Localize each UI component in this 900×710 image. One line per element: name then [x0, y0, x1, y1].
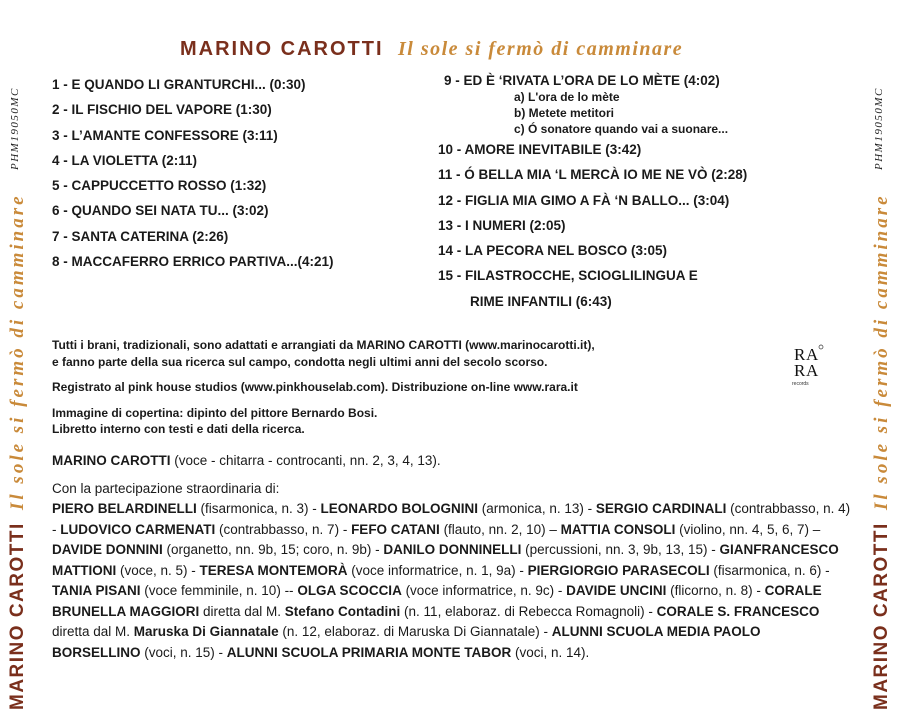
left-spine-text — [3, 10, 33, 710]
participant-role: (voce informatrice, n. 1, 9a) - — [347, 562, 528, 578]
track-item: 3 - L’AMANTE CONFESSORE (3:11) — [52, 127, 278, 143]
logo-letter: R — [794, 345, 806, 364]
participant-name: LUDOVICO CARMENATI — [60, 521, 216, 537]
participant-name: Maruska Di Giannatale — [133, 624, 279, 639]
participant-name: OLGA SCOCCIA — [297, 583, 402, 598]
album-header — [180, 38, 683, 61]
rara-records-logo — [786, 342, 826, 388]
track-subitem: b) Metete metitori — [514, 106, 615, 120]
header-artist: MARINO CAROTTI — [180, 38, 384, 60]
participant-role: (n. 11, elaboraz. di Rebecca Romagnoli) - — [400, 603, 657, 619]
participant-name: TERESA MONTEMORÀ — [199, 562, 348, 578]
participant-name: ALUNNI SCUOLA PRIMARIA MONTE TABOR — [226, 644, 512, 660]
participant-role: (voce, n. 5) - — [116, 562, 200, 578]
participant-role: (contrabbasso, n. 4) - — [52, 501, 851, 537]
header-album-title: Il sole si fermò di camminare — [398, 38, 684, 60]
spine-title: Il sole si fermò di camminare — [871, 193, 892, 510]
tracklist-right — [438, 72, 848, 311]
participant-role: (violino, nn. 4, 5, 6, 7) – — [675, 521, 821, 537]
info-line: Tutti i brani, tradizionali, sono adattati e arrangiati da MARINO CAROTTI (www.marinocarotti.it), — [52, 338, 595, 352]
participant-name: TANIA PISANI — [52, 583, 141, 598]
lead-artist-name: MARINO CAROTTI — [52, 453, 171, 468]
info-line: Libretto interno con testi e dati della ricerca. — [52, 422, 305, 436]
track-subitem: a) L'ora de lo mète — [514, 90, 620, 104]
participant-role: (fisarmonica, n. 6) - — [709, 562, 830, 578]
info-line: e fanno parte della sua ricerca sul campo, condotta negli ultimi anni del secolo scorso. — [52, 354, 548, 369]
participant-role: (n. 12, elaboraz. di Maruska Di Giannatale) - — [278, 624, 552, 639]
participant-role: (percussioni, nn. 3, 9b, 13, 15) - — [521, 542, 720, 557]
participant-role: (flicorno, n. 8) - — [666, 583, 765, 598]
track-item: 8 - MACCAFERRO ERRICO PARTIVA...(4:21) — [52, 254, 334, 270]
track-subitem: c) Ó sonatore quando vai a suonare... — [514, 122, 729, 136]
participant-role: (contrabbasso, n. 7) - — [215, 521, 352, 537]
participant-role: (flauto, nn. 2, 10) – — [439, 521, 561, 537]
track-item: 2 - IL FISCHIO DEL VAPORE (1:30) — [52, 102, 272, 118]
credits-intro: Con la partecipazione straordinaria di: — [52, 480, 280, 496]
credits-block — [52, 451, 852, 663]
participant-role: (organetto, nn. 9b, 15; coro, n. 9b) - — [162, 542, 384, 557]
participants-paragraph — [52, 499, 852, 663]
participant-role: (fisarmonica, n. 3) - — [196, 501, 321, 516]
info-line: Immagine di copertina: dipinto del pittore Bernardo Bosi. — [52, 405, 378, 420]
participant-role: diretta dal M. — [52, 624, 134, 639]
right-spine-text — [867, 10, 897, 710]
participant-name: LEONARDO BOLOGNINI — [320, 501, 479, 516]
track-item: 12 - FIGLIA MIA GIMO A FÀ ‘N BALLO... (3:04) — [438, 192, 730, 208]
info-block — [52, 337, 772, 438]
participant-name: ALUNNI SCUOLA MEDIA PAOLO BORSELLINO — [52, 624, 761, 660]
logo-letter: A — [806, 345, 819, 364]
track-item: 15 - FILASTROCCHE, SCIOGLILINGUA E — [438, 268, 698, 284]
participant-name: PIERGIORGIO PARASECOLI — [527, 562, 710, 578]
spine-catalog-code: PHM19050MC — [873, 87, 885, 170]
track-item: 5 - CAPPUCCETTO ROSSO (1:32) — [52, 178, 267, 194]
track-item: 10 - AMORE INEVITABILE (3:42) — [438, 142, 642, 157]
track-item-continuation: RIME INFANTILI (6:43) — [470, 293, 612, 309]
participant-name: MATTIA CONSOLI — [560, 521, 676, 537]
lead-artist-line — [52, 451, 852, 472]
participant-role: (voci, n. 15) - — [140, 644, 227, 660]
track-item: 13 - I NUMERI (2:05) — [438, 217, 566, 233]
tracklist-left — [52, 76, 412, 278]
participant-role: (voce informatrice, n. 9c) - — [401, 583, 567, 598]
spine-catalog-code: PHM19050MC — [9, 87, 21, 170]
participant-name: SERGIO CARDINALI — [595, 501, 727, 516]
participant-name: FEFO CATANI — [351, 521, 440, 537]
track-item: 14 - LA PECORA NEL BOSCO (3:05) — [438, 243, 668, 259]
participant-role: diretta dal M. — [199, 603, 285, 619]
participant-name: DAVIDE UNCINI — [566, 583, 667, 598]
track-item: 9 - ED È ‘RIVATA L’ORA DE LO MÈTE (4:02) — [444, 73, 720, 88]
spine-artist: MARINO CAROTTI — [871, 522, 892, 710]
logo-letter: A — [806, 361, 819, 380]
track-item: 4 - LA VIOLETTA (2:11) — [52, 152, 198, 168]
lead-artist-role: (voce - chitarra - controcanti, nn. 2, 3, 4, 13). — [170, 453, 441, 468]
logo-letter: R — [794, 361, 806, 380]
track-item: 1 - E QUANDO LI GRANTURCHI... (0:30) — [52, 77, 306, 92]
track-item: 7 - SANTA CATERINA (2:26) — [52, 228, 229, 244]
spine-title: Il sole si fermò di camminare — [7, 193, 28, 510]
participant-role: (voce femminile, n. 10) -- — [140, 583, 298, 598]
spine-artist: MARINO CAROTTI — [7, 522, 28, 710]
participant-name: GIANFRANCESCO MATTIONI — [52, 542, 839, 578]
participant-role: (voci, n. 14). — [511, 644, 590, 660]
participant-name: Stefano Contadini — [284, 603, 401, 619]
track-item: 11 - Ó BELLA MIA ‘L MERCÀ IO ME NE VÒ (2:28) — [438, 167, 748, 183]
left-spine — [0, 0, 36, 710]
participant-name: CORALE S. FRANCESCO — [656, 603, 820, 619]
track-item: 6 - QUANDO SEI NATA TU... (3:02) — [52, 203, 269, 219]
participant-role: (armonica, n. 13) - — [478, 501, 596, 516]
participant-name: DAVIDE DONNINI — [52, 542, 163, 557]
participant-name: CORALE BRUNELLA MAGGIORI — [52, 583, 822, 619]
right-spine — [864, 0, 900, 710]
participant-name: DANILO DONNINELLI — [383, 542, 522, 557]
participant-name: PIERO BELARDINELLI — [52, 501, 197, 516]
info-line: Registrato al pink house studios (www.pinkhouselab.com). Distribuzione on-line www.rara.it — [52, 380, 578, 394]
logo-subtext: records — [792, 381, 809, 387]
